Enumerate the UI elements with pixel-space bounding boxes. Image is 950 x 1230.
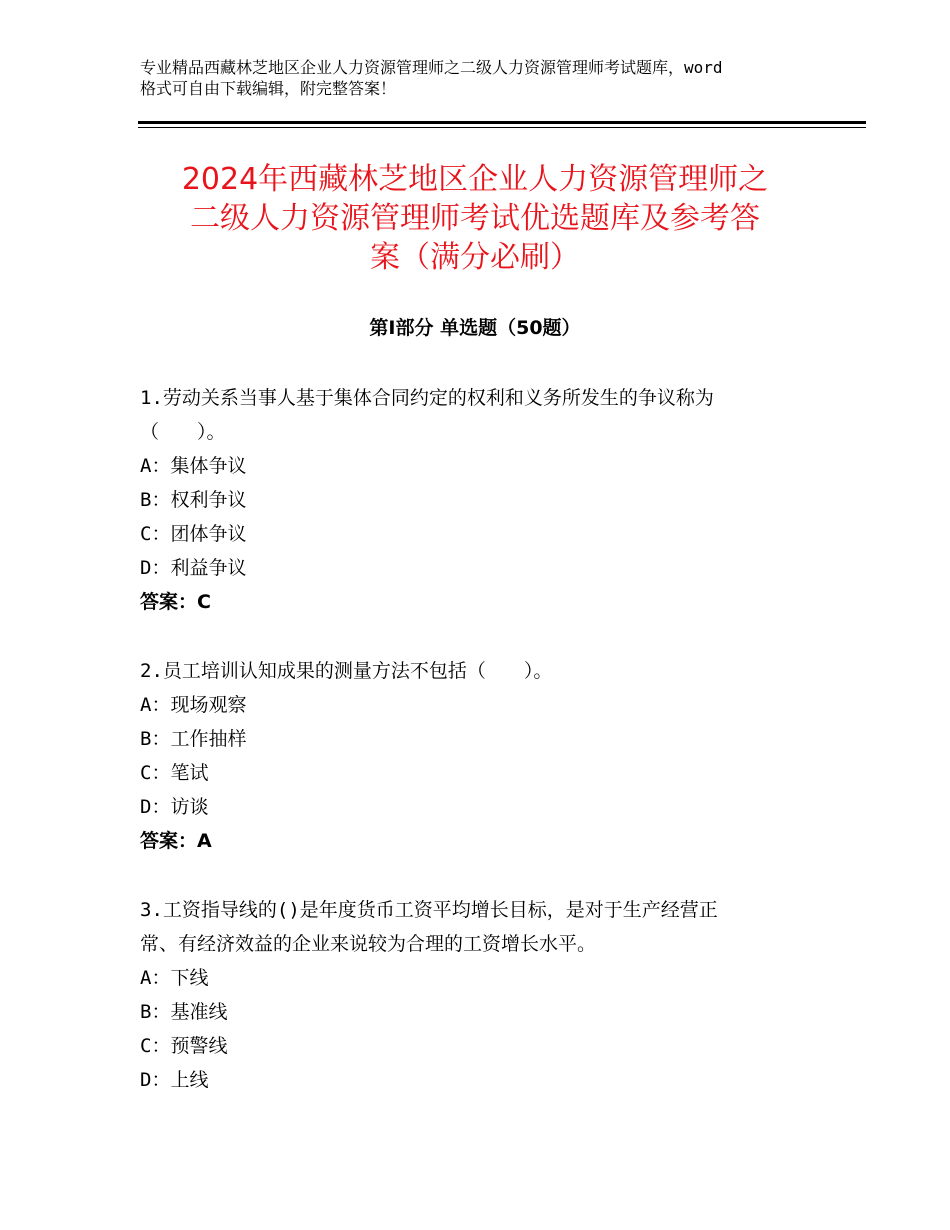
header-note bbox=[140, 57, 830, 99]
header-divider-thin bbox=[138, 127, 866, 128]
document-title-line-1: 2024年西藏林芝地区企业人力资源管理师之 bbox=[181, 162, 769, 197]
question-stem-line: 2.员工培训认知成果的测量方法不包括（ ）。 bbox=[140, 660, 553, 682]
question-stem-line: 1.劳动关系当事人基于集体合同约定的权利和义务所发生的争议称为 bbox=[140, 387, 714, 409]
question-3 bbox=[140, 893, 820, 1097]
option-b: B：工作抽样 bbox=[140, 728, 247, 750]
document-title-line-3: 案（满分必刷） bbox=[370, 240, 580, 275]
question-2 bbox=[140, 654, 820, 858]
option-d: D：利益争议 bbox=[140, 557, 247, 579]
option-b: B：权利争议 bbox=[140, 489, 247, 511]
option-c: C：团体争议 bbox=[140, 523, 247, 545]
option-b: B：基准线 bbox=[140, 1001, 228, 1023]
option-a: A：现场观察 bbox=[140, 694, 247, 716]
answer-line: 答案：C bbox=[140, 591, 211, 613]
option-a: A：下线 bbox=[140, 967, 209, 989]
document-title bbox=[140, 160, 810, 277]
answer-line: 答案：A bbox=[140, 830, 212, 852]
question-stem-line: （ ）。 bbox=[140, 421, 226, 443]
option-d: D：上线 bbox=[140, 1069, 209, 1091]
option-a: A：集体争议 bbox=[140, 455, 247, 477]
option-c: C：笔试 bbox=[140, 762, 209, 784]
option-c: C：预警线 bbox=[140, 1035, 228, 1057]
header-note-line-1: 专业精品西藏林芝地区企业人力资源管理师之二级人力资源管理师考试题库，word bbox=[140, 58, 723, 77]
part-heading: 第Ⅰ部分 单选题（50题） bbox=[369, 317, 581, 339]
header-note-line-2: 格式可自由下载编辑，附完整答案！ bbox=[140, 79, 397, 98]
option-d: D：访谈 bbox=[140, 796, 209, 818]
header-divider-thick bbox=[138, 121, 866, 124]
question-stem-line: 3.工资指导线的()是年度货币工资平均增长目标，是对于生产经营正 bbox=[140, 899, 718, 921]
question-stem-line: 常、有经济效益的企业来说较为合理的工资增长水平。 bbox=[140, 933, 597, 955]
document-title-line-2: 二级人力资源管理师考试优选题库及参考答 bbox=[190, 201, 760, 236]
question-1 bbox=[140, 381, 820, 619]
